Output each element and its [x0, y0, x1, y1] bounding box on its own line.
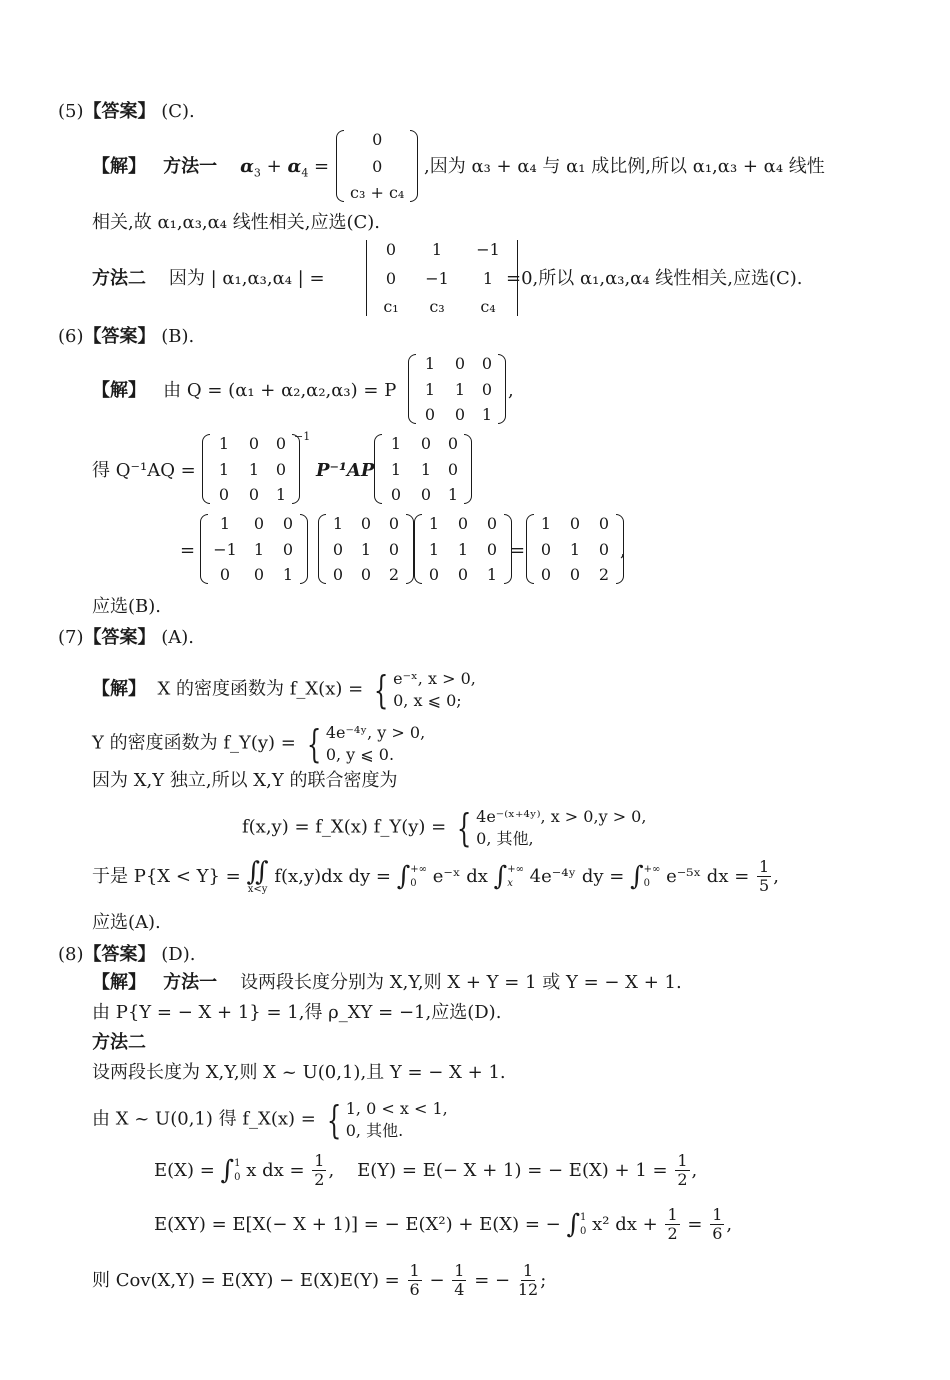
matrix-cell: 0	[540, 565, 552, 584]
matrix-cell: 0	[428, 565, 440, 584]
det-cell: −1	[476, 240, 500, 259]
matrix-cell: 1	[420, 459, 432, 479]
matrix-cell: 0	[454, 405, 466, 424]
matrix-cell: 0	[481, 354, 493, 373]
det-cell: c₃	[429, 297, 445, 316]
q8-method2-label: 方法二	[92, 1032, 146, 1053]
matrix-cell: 0	[569, 514, 581, 533]
matrix-cell: 0	[598, 539, 610, 559]
matrix-cell: 0	[457, 565, 469, 584]
q5-method1-line: 【解】 方法一 $\alpha_3 + \alpha_4$ =	[92, 156, 330, 180]
matrix-cell: 0	[598, 514, 610, 533]
matrix-cell: 1	[428, 539, 440, 559]
q5-heading: (5)【答案】 (C).	[58, 101, 195, 122]
matrix-cell: −1	[213, 539, 237, 559]
matrix-cell: 0	[388, 539, 400, 559]
q5-method1-text2: 相关,故 α₁,α₃,α₄ 线性相关,应选(C).	[92, 212, 380, 233]
matrix-cell: 0	[282, 539, 294, 559]
matrix-cell: 1	[424, 379, 436, 399]
matrix-cell: 1	[428, 514, 440, 533]
matrix-cell: 0	[481, 379, 493, 399]
q8-expectations: E(X) = ∫ 1 0 x dx = $\frac{1}{2}$ , E(Y) = E(− X + 1) = − E(X) + 1 = $\frac{1}{2}$ ,	[154, 1151, 698, 1190]
matrix-cell: 2	[598, 565, 610, 584]
matrix-cell: 1	[218, 434, 230, 453]
matrix-cell: 1	[457, 539, 469, 559]
q8-fx: 由 X ~ U(0,1) 得 f_X(x) = { 1, 0 < x < 1, 0, 其他.	[92, 1097, 448, 1142]
matrix-cell: 0	[360, 514, 372, 533]
matrix-cell: 1	[332, 514, 344, 533]
matrix-cell: 1	[447, 485, 459, 504]
matrix-cell: 1	[275, 485, 287, 504]
q7-heading: (7)【答案】 (A).	[58, 627, 194, 648]
matrix-cell: 0	[569, 565, 581, 584]
det-cell: 0	[385, 240, 397, 259]
matrix-cell: 0	[360, 565, 372, 584]
det-cell: 1	[431, 240, 443, 259]
matrix-cell: 1	[248, 459, 260, 479]
matrix-cell: 0	[332, 565, 344, 584]
q7-fx: 【解】 X 的密度函数为 f_X(x) = { e⁻ˣ, x > 0, 0, x ⩽ 0;	[92, 667, 476, 712]
vector-cell: 0	[372, 130, 383, 149]
det-cell: 0	[385, 268, 397, 288]
matrix-cell: 0	[388, 514, 400, 533]
q6-comma2: ,	[620, 540, 626, 561]
matrix-cell: 0	[420, 434, 432, 453]
matrix-cell: 1	[569, 539, 581, 559]
matrix-cell: 0	[390, 485, 402, 504]
matrix-cell: 0	[420, 485, 432, 504]
matrix-cell: 0	[424, 405, 436, 424]
matrix-cell: 1	[282, 565, 294, 584]
matrix-cell: 0	[282, 514, 294, 533]
q6-heading: (6)【答案】 (B).	[58, 326, 195, 347]
vector-cell: 0	[372, 156, 383, 176]
matrix-cell: 1	[481, 405, 493, 424]
q6-matrix-E-inverse-factor	[202, 434, 300, 504]
matrix-cell: 0	[486, 539, 498, 559]
q5-method2-conclusion: =0,所以 α₁,α₃,α₄ 线性相关,应选(C).	[506, 268, 803, 289]
matrix-cell: 0	[486, 514, 498, 533]
q5-method2-line: 方法二 因为 | α₁,α₃,α₄ | =	[92, 268, 325, 289]
det-cell: −1	[425, 268, 449, 288]
q6-conclusion: 应选(B).	[92, 596, 161, 617]
matrix-cell: 0	[248, 485, 260, 504]
matrix-cell: 1	[454, 379, 466, 399]
q6-matrix-E-right	[374, 434, 472, 504]
q6-inverse-exponent: −1	[294, 430, 311, 443]
q8-covariance: 则 Cov(X,Y) = E(XY) − E(X)E(Y) = $\frac{1}{6}$ − $\frac{1}{4}$ = − $\frac{1}{12}$ ;	[92, 1261, 547, 1300]
matrix-cell: 0	[253, 514, 265, 533]
q6-line2-pre: 得 Q⁻¹AQ =	[92, 460, 196, 481]
matrix-cell: 0	[332, 539, 344, 559]
matrix-cell: 2	[388, 565, 400, 584]
q7-fy: Y 的密度函数为 f_Y(y) = { 4e⁻⁴ʸ, y > 0, 0, y ⩽ 0.	[92, 721, 426, 766]
matrix-cell: 1	[540, 514, 552, 533]
matrix-cell: 1	[390, 459, 402, 479]
q5-method1-text: ,因为 α₃ + α₄ 与 α₁ 成比例,所以 α₁,α₃ + α₄ 线性	[424, 156, 825, 177]
det-cell: c₁	[383, 297, 399, 316]
matrix-cell: 1	[390, 434, 402, 453]
q7-joint-density: f(x,y) = f_X(x) f_Y(y) = { 4e⁻⁽ˣ⁺⁴ʸ⁾, x > 0,y > 0, 0, 其他,	[242, 805, 647, 850]
q6-matrix-E-inv	[200, 514, 308, 584]
det-cell: c₄	[480, 297, 496, 316]
q7-conclusion: 应选(A).	[92, 912, 161, 933]
matrix-cell: 1	[253, 539, 265, 559]
q6-matrix-E-2	[414, 514, 512, 584]
matrix-cell: 0	[447, 459, 459, 479]
q7-independence: 因为 X,Y 独立,所以 X,Y 的联合密度为	[92, 770, 398, 791]
q8-heading: (8)【答案】 (D).	[58, 944, 196, 965]
matrix-cell: 0	[218, 485, 230, 504]
q6-eq1: =	[180, 540, 196, 561]
matrix-cell: 0	[253, 565, 265, 584]
matrix-cell: 0	[540, 539, 552, 559]
matrix-cell: 1	[219, 514, 231, 533]
matrix-cell: 0	[219, 565, 231, 584]
q8-method1: 【解】 方法一 设两段长度分别为 X,Y,则 X + Y = 1 或 Y = − X + 1.	[92, 972, 682, 993]
q6-line2-mid: P⁻¹AP	[316, 460, 375, 481]
q8-exy: E(XY) = E[X(− X + 1)] = − E(X²) + E(X) = − ∫ 1 0 x² dx + $\frac{1}{2}$ = $\frac{1}{6}$ ,	[154, 1205, 733, 1244]
det-cell: 1	[482, 268, 494, 288]
vector-cell: c₃ + c₄	[350, 183, 405, 202]
matrix-cell: 1	[486, 565, 498, 584]
matrix-cell: 0	[447, 434, 459, 453]
matrix-cell: 0	[454, 354, 466, 373]
matrix-cell: 0	[275, 459, 287, 479]
matrix-cell: 0	[275, 434, 287, 453]
q6-line1: 【解】 由 Q = (α₁ + α₂,α₂,α₃) = P	[92, 380, 397, 401]
q5-column-vector	[336, 130, 418, 202]
q5-determinant	[360, 240, 524, 316]
q6-eq2: =	[510, 540, 526, 561]
q7-probability: 于是 P{X < Y} = ∬ x<y f(x,y)dx dy = ∫ +∞ 0 e⁻ˣ dx ∫ +∞ x 4e⁻⁴ʸ dy = ∫ +∞ 0 e⁻⁵ˣ dx = $\frac{1}{5}$ ,	[92, 856, 779, 896]
q6-matrix-D	[318, 514, 414, 584]
matrix-cell: 1	[424, 354, 436, 373]
q6-comma1: ,	[508, 380, 514, 401]
matrix-cell: 0	[457, 514, 469, 533]
q6-matrix-result	[526, 514, 624, 584]
matrix-cell: 1	[360, 539, 372, 559]
q8-method1-line2: 由 P{Y = − X + 1} = 1,得 ρ_XY = −1,应选(D).	[92, 1002, 502, 1023]
q6-matrix-E	[408, 354, 506, 424]
matrix-cell: 1	[218, 459, 230, 479]
q8-method2-text: 设两段长度为 X,Y,则 X ~ U(0,1),且 Y = − X + 1.	[92, 1062, 506, 1083]
matrix-cell: 0	[248, 434, 260, 453]
